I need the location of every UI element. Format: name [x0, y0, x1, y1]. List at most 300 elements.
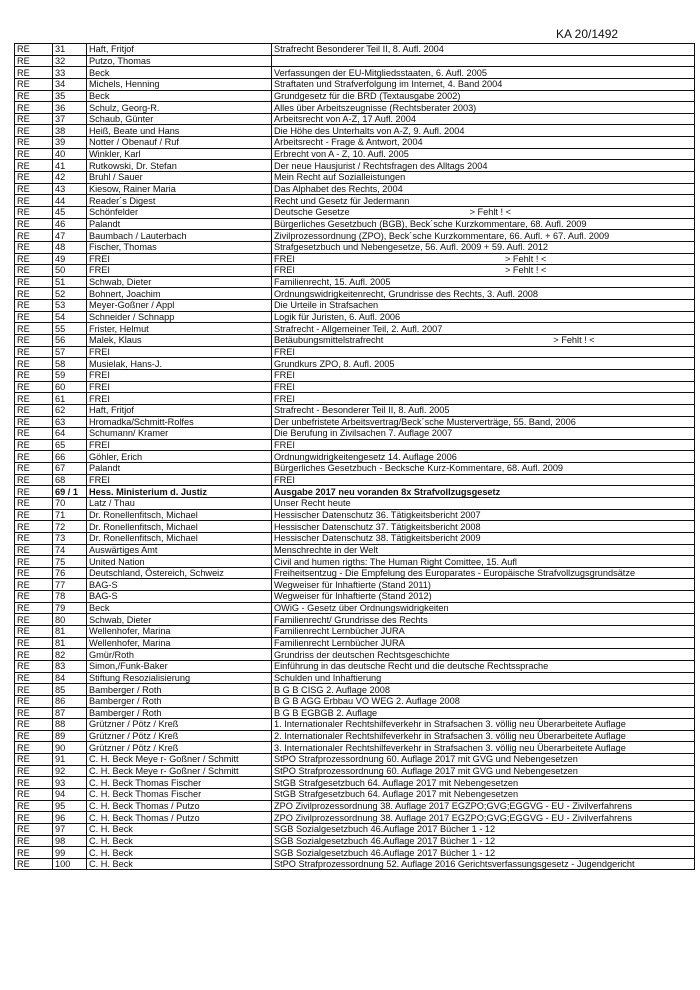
- shelf-code-cell: [15, 230, 53, 242]
- item-number-text: 39: [55, 137, 66, 148]
- item-number-text: 48: [55, 242, 66, 253]
- title-cell: [272, 544, 695, 556]
- title-text: 2. Internationaler Rechtshilfeverkehr in Strafsachen 3. völlig neu Überarbeitete Auflage: [274, 731, 626, 742]
- table-row: [15, 78, 695, 90]
- item-number-text: 31: [55, 44, 66, 55]
- item-number-cell: [53, 160, 87, 172]
- item-number-cell: [53, 754, 87, 766]
- item-number-cell: [53, 381, 87, 393]
- item-number-cell: [53, 393, 87, 405]
- author-cell: [87, 858, 272, 870]
- author-cell: [87, 44, 272, 56]
- title-text: Straftaten und Strafverfolgung im Internet, 4. Band 2004: [274, 79, 503, 90]
- title-cell: [272, 55, 695, 67]
- author-text: Palandt: [89, 218, 121, 229]
- item-number-text: 37: [55, 114, 66, 125]
- table-row: [15, 102, 695, 114]
- item-number-cell: [53, 90, 87, 102]
- title-text: Recht und Gesetz für Jedermann: [274, 195, 410, 206]
- shelf-code-cell: [15, 463, 53, 475]
- title-text: 3. Internationaler Rechtshilfeverkehr in Strafsachen 3. völlig neu Überarbeitete Auflage: [274, 742, 626, 753]
- title-text: Der neue Hausjurist / Rechtsfragen des Alltags 2004: [274, 160, 488, 171]
- table-row: [15, 416, 695, 428]
- shelf-code-cell: [15, 346, 53, 358]
- title-text: Deutsche Gesetze: [274, 207, 350, 218]
- item-number-text: 81: [55, 637, 66, 648]
- author-text: Bamberger / Roth: [89, 696, 162, 707]
- item-number-cell: [53, 125, 87, 137]
- author-text: C. H. Beck: [89, 847, 133, 858]
- title-cell: [272, 148, 695, 160]
- table-row: [15, 113, 695, 125]
- table-row: [15, 532, 695, 544]
- title-cell: [272, 172, 695, 184]
- author-text: Gmür/Roth: [89, 649, 134, 660]
- shelf-code-cell: [15, 509, 53, 521]
- shelf-code-cell: [15, 777, 53, 789]
- item-number-cell: [53, 858, 87, 870]
- item-number-text: 88: [55, 719, 66, 730]
- item-number-cell: [53, 509, 87, 521]
- shelf-code-text: RE: [17, 661, 30, 672]
- table-row: [15, 67, 695, 79]
- table-row: [15, 777, 695, 789]
- table-row: [15, 311, 695, 323]
- title-cell: [272, 113, 695, 125]
- author-text: C. H. Beck Thomas / Putzo: [89, 800, 200, 811]
- shelf-code-text: RE: [17, 824, 30, 835]
- author-cell: [87, 288, 272, 300]
- author-text: Göhler, Erich: [89, 451, 143, 462]
- title-cell: [272, 649, 695, 661]
- table-row: [15, 404, 695, 416]
- shelf-code-text: RE: [17, 277, 30, 288]
- author-text: C. H. Beck Thomas Fischer: [89, 777, 202, 788]
- author-text: Dr. Ronellenfitsch, Michael: [89, 509, 198, 520]
- item-number-cell: [53, 335, 87, 347]
- table-row: [15, 346, 695, 358]
- title-text: SGB Sozialgesetzbuch 46.Auflage 2017 Bücher 1 - 12: [274, 847, 496, 858]
- shelf-code-text: RE: [17, 568, 30, 579]
- item-number-text: 45: [55, 207, 66, 218]
- shelf-code-cell: [15, 323, 53, 335]
- table-row: [15, 567, 695, 579]
- item-number-cell: [53, 707, 87, 719]
- item-number-cell: [53, 765, 87, 777]
- author-text: Hess. Ministerium d. Justiz: [89, 486, 207, 497]
- item-number-cell: [53, 649, 87, 661]
- shelf-code-text: RE: [17, 102, 30, 113]
- table-row: [15, 451, 695, 463]
- title-cell: [272, 125, 695, 137]
- shelf-code-cell: [15, 113, 53, 125]
- shelf-code-cell: [15, 789, 53, 801]
- shelf-code-text: RE: [17, 509, 30, 520]
- shelf-code-text: RE: [17, 591, 30, 602]
- item-number-cell: [53, 789, 87, 801]
- item-number-cell: [53, 474, 87, 486]
- item-number-text: 71: [55, 509, 66, 520]
- shelf-code-cell: [15, 369, 53, 381]
- item-number-text: 68: [55, 475, 66, 486]
- item-number-cell: [53, 428, 87, 440]
- item-number-cell: [53, 567, 87, 579]
- title-cell: [272, 823, 695, 835]
- shelf-code-text: RE: [17, 265, 30, 276]
- author-cell: [87, 404, 272, 416]
- table-row: [15, 847, 695, 859]
- author-text: C. H. Beck: [89, 859, 133, 870]
- title-text: StPO Strafprozessordnung 60. Auflage 2017 mit GVG und Nebengesetzen: [274, 766, 578, 777]
- title-cell: [272, 684, 695, 696]
- author-text: C. H. Beck Meye r- Goßner / Schmitt: [89, 766, 239, 777]
- item-number-text: 59: [55, 370, 66, 381]
- author-text: Schneider / Schnapp: [89, 312, 175, 323]
- title-cell: [272, 78, 695, 90]
- shelf-code-text: RE: [17, 696, 30, 707]
- item-number-text: 75: [55, 556, 66, 567]
- title-cell: [272, 206, 695, 218]
- item-number-text: 50: [55, 265, 66, 276]
- shelf-code-text: RE: [17, 416, 30, 427]
- title-cell: [272, 521, 695, 533]
- table-row: [15, 439, 695, 451]
- author-cell: [87, 719, 272, 731]
- item-number-cell: [53, 695, 87, 707]
- author-cell: [87, 265, 272, 277]
- table-row: [15, 556, 695, 568]
- item-number-text: 47: [55, 230, 66, 241]
- item-number-cell: [53, 183, 87, 195]
- inventory-table-body: [15, 44, 695, 870]
- title-text: Logik für Juristen, 6. Aufl. 2006: [274, 312, 401, 323]
- shelf-code-cell: [15, 404, 53, 416]
- shelf-code-cell: [15, 195, 53, 207]
- author-text: Bamberger / Roth: [89, 684, 162, 695]
- title-text: Unser Recht heute: [274, 498, 351, 509]
- title-cell: [272, 707, 695, 719]
- table-row: [15, 253, 695, 265]
- author-text: Schulz, Georg-R.: [89, 102, 160, 113]
- author-text: Grützner / Pötz / Kreß: [89, 719, 179, 730]
- title-text: Grundkurs ZPO, 8. Aufl. 2005: [274, 358, 395, 369]
- table-row: [15, 544, 695, 556]
- shelf-code-cell: [15, 206, 53, 218]
- title-text: OWiG - Gesetz über Ordnungswidrigkeiten: [274, 603, 449, 614]
- title-text: Hessischer Datenschutz 37. Tätigkeitsbericht 2008: [274, 521, 481, 532]
- item-number-cell: [53, 67, 87, 79]
- shelf-code-cell: [15, 265, 53, 277]
- item-number-cell: [53, 463, 87, 475]
- title-cell: [272, 800, 695, 812]
- title-text: SGB Sozialgesetzbuch 46.Auflage 2017 Bücher 1 - 12: [274, 835, 496, 846]
- author-cell: [87, 637, 272, 649]
- shelf-code-cell: [15, 393, 53, 405]
- item-number-text: 43: [55, 184, 66, 194]
- author-text: C. H. Beck: [89, 835, 133, 846]
- shelf-code-cell: [15, 474, 53, 486]
- item-number-text: 51: [55, 277, 66, 288]
- author-text: FREI: [89, 346, 110, 357]
- table-row: [15, 474, 695, 486]
- author-cell: [87, 672, 272, 684]
- item-number-cell: [53, 684, 87, 696]
- title-text: Ordnungswidrigkeitenrecht, Grundrisse des Rechts, 3. Aufl. 2008: [274, 288, 539, 299]
- item-number-cell: [53, 404, 87, 416]
- item-number-text: 35: [55, 90, 66, 101]
- title-text: StGB Strafgesetzbuch 64. Auflage 2017 mit Nebengesetzen: [274, 789, 519, 800]
- shelf-code-text: RE: [17, 859, 30, 870]
- item-number-text: 90: [55, 742, 66, 753]
- table-row: [15, 591, 695, 603]
- title-text: Die Berufung in Zivilsachen 7. Auflage 2007: [274, 428, 453, 439]
- item-number-cell: [53, 486, 87, 498]
- item-number-text: 40: [55, 149, 66, 160]
- author-text: Putzo, Thomas: [89, 55, 151, 66]
- item-number-text: 74: [55, 544, 66, 555]
- title-cell: [272, 847, 695, 859]
- shelf-code-text: RE: [17, 766, 30, 777]
- item-number-cell: [53, 288, 87, 300]
- shelf-code-cell: [15, 754, 53, 766]
- shelf-code-cell: [15, 847, 53, 859]
- item-number-text: 70: [55, 498, 66, 509]
- author-cell: [87, 765, 272, 777]
- author-cell: [87, 90, 272, 102]
- shelf-code-cell: [15, 800, 53, 812]
- author-cell: [87, 800, 272, 812]
- shelf-code-cell: [15, 451, 53, 463]
- shelf-code-text: RE: [17, 626, 30, 637]
- item-number-cell: [53, 626, 87, 638]
- author-cell: [87, 532, 272, 544]
- item-number-cell: [53, 614, 87, 626]
- title-cell: [272, 497, 695, 509]
- title-text: Die Höhe des Unterhalts von A-Z, 9. Aufl. 2004: [274, 125, 465, 136]
- table-row: [15, 44, 695, 56]
- author-text: Rutkowski, Dr. Stefan: [89, 160, 177, 171]
- author-cell: [87, 206, 272, 218]
- title-cell: [272, 253, 695, 265]
- author-text: FREI: [89, 475, 110, 486]
- shelf-code-cell: [15, 439, 53, 451]
- author-cell: [87, 486, 272, 498]
- author-text: FREI: [89, 253, 110, 264]
- author-text: United Nation: [89, 556, 145, 567]
- title-text: Civil and humen rigths: The Human Right Comittee, 15. Aufl: [274, 556, 517, 567]
- table-row: [15, 218, 695, 230]
- item-number-text: 100: [55, 859, 71, 870]
- shelf-code-text: RE: [17, 288, 30, 299]
- title-text: FREI: [274, 440, 295, 451]
- title-cell: [272, 765, 695, 777]
- item-number-text: 38: [55, 125, 66, 136]
- shelf-code-text: RE: [17, 253, 30, 264]
- shelf-code-cell: [15, 160, 53, 172]
- author-text: Heiß, Beate und Hans: [89, 125, 180, 136]
- title-cell: [272, 777, 695, 789]
- author-cell: [87, 579, 272, 591]
- shelf-code-text: RE: [17, 44, 30, 55]
- item-number-cell: [53, 544, 87, 556]
- missing-note: > Fehlt ! <: [504, 265, 547, 276]
- item-number-text: 53: [55, 300, 66, 311]
- shelf-code-cell: [15, 812, 53, 824]
- item-number-cell: [53, 276, 87, 288]
- shelf-code-cell: [15, 381, 53, 393]
- shelf-code-cell: [15, 556, 53, 568]
- title-cell: [272, 323, 695, 335]
- author-cell: [87, 823, 272, 835]
- shelf-code-cell: [15, 241, 53, 253]
- item-number-cell: [53, 602, 87, 614]
- author-text: Reader´s Digest: [89, 195, 156, 206]
- title-text: Zivilprozessordnung (ZPO), Beck´sche Kurzkommentare, 66. Aufl. + 67. Aufl. 2009: [274, 230, 610, 241]
- table-row: [15, 649, 695, 661]
- title-text: FREI: [274, 265, 295, 276]
- author-cell: [87, 148, 272, 160]
- shelf-code-text: RE: [17, 381, 30, 392]
- table-row: [15, 672, 695, 684]
- table-row: [15, 742, 695, 754]
- shelf-code-text: RE: [17, 556, 30, 567]
- author-cell: [87, 428, 272, 440]
- shelf-code-cell: [15, 765, 53, 777]
- item-number-cell: [53, 358, 87, 370]
- item-number-text: 42: [55, 172, 66, 183]
- author-text: Schwab, Dieter: [89, 614, 152, 625]
- title-cell: [272, 509, 695, 521]
- item-number-text: 61: [55, 393, 66, 404]
- title-cell: [272, 44, 695, 56]
- author-text: Beck: [89, 603, 110, 614]
- item-number-cell: [53, 265, 87, 277]
- title-text: FREI: [274, 381, 295, 392]
- item-number-text: 77: [55, 579, 66, 590]
- author-cell: [87, 602, 272, 614]
- title-text: Ausgabe 2017 neu voranden 8x Strafvollzugsgesetz: [274, 486, 501, 497]
- shelf-code-text: RE: [17, 812, 30, 823]
- table-row: [15, 323, 695, 335]
- title-text: Hessischer Datenschutz 36. Tätigkeitsbericht 2007: [274, 509, 481, 520]
- shelf-code-cell: [15, 567, 53, 579]
- author-text: Meyer-Goßner / Appl: [89, 300, 175, 311]
- shelf-code-text: RE: [17, 370, 30, 381]
- title-text: Wegweiser für Inhaftierte (Stand 2011): [274, 579, 431, 590]
- shelf-code-cell: [15, 428, 53, 440]
- item-number-text: 98: [55, 835, 66, 846]
- title-cell: [272, 218, 695, 230]
- shelf-code-text: RE: [17, 742, 30, 753]
- author-cell: [87, 777, 272, 789]
- shelf-code-text: RE: [17, 90, 30, 101]
- item-number-text: 36: [55, 102, 66, 113]
- author-text: Bruhl / Sauer: [89, 172, 143, 183]
- shelf-code-cell: [15, 695, 53, 707]
- item-number-text: 32: [55, 55, 66, 66]
- author-text: Fischer, Thomas: [89, 242, 157, 253]
- item-number-cell: [53, 416, 87, 428]
- shelf-code-text: RE: [17, 754, 30, 765]
- author-text: Grützner / Pötz / Kreß: [89, 731, 179, 742]
- item-number-text: 85: [55, 684, 66, 695]
- author-cell: [87, 137, 272, 149]
- author-cell: [87, 381, 272, 393]
- author-cell: [87, 509, 272, 521]
- item-number-text: 93: [55, 777, 66, 788]
- author-cell: [87, 230, 272, 242]
- item-number-cell: [53, 346, 87, 358]
- shelf-code-text: RE: [17, 463, 30, 474]
- title-cell: [272, 695, 695, 707]
- item-number-cell: [53, 719, 87, 731]
- table-row: [15, 579, 695, 591]
- table-row: [15, 55, 695, 67]
- shelf-code-cell: [15, 172, 53, 184]
- title-text: Freiheitsentzug - Die Empfelung des Europarates - Europäische Strafvollzugsgrundsätze: [274, 568, 636, 579]
- shelf-code-cell: [15, 497, 53, 509]
- table-row: [15, 148, 695, 160]
- item-number-cell: [53, 206, 87, 218]
- table-row: [15, 497, 695, 509]
- author-cell: [87, 55, 272, 67]
- author-text: C. H. Beck Thomas Fischer: [89, 789, 202, 800]
- item-number-text: 97: [55, 824, 66, 835]
- shelf-code-text: RE: [17, 114, 30, 125]
- item-number-text: 55: [55, 323, 66, 334]
- table-row: [15, 463, 695, 475]
- author-text: Wellenhofer, Marina: [89, 626, 171, 637]
- title-text: Arbeitsrecht - Frage & Antwort, 2004: [274, 137, 423, 148]
- table-row: [15, 823, 695, 835]
- author-text: FREI: [89, 265, 110, 276]
- title-cell: [272, 602, 695, 614]
- shelf-code-cell: [15, 90, 53, 102]
- author-text: Musielak, Hans-J.: [89, 358, 163, 369]
- author-cell: [87, 556, 272, 568]
- author-text: C. H. Beck Meye r- Goßner / Schmitt: [89, 754, 239, 765]
- title-text: Hessischer Datenschutz 38. Tätigkeitsbericht 2009: [274, 533, 481, 544]
- author-cell: [87, 393, 272, 405]
- shelf-code-text: RE: [17, 137, 30, 148]
- title-cell: [272, 381, 695, 393]
- item-number-text: 83: [55, 661, 66, 672]
- author-text: BAG-S: [89, 591, 118, 602]
- item-number-text: 63: [55, 416, 66, 427]
- title-cell: [272, 730, 695, 742]
- title-text: FREI: [274, 393, 295, 404]
- item-number-text: 54: [55, 312, 66, 323]
- shelf-code-cell: [15, 614, 53, 626]
- title-text: Strafrecht - Besonderer Teil II, 8. Aufl. 2005: [274, 405, 450, 416]
- author-text: Dr. Ronellenfitsch, Michael: [89, 521, 198, 532]
- title-text: FREI: [274, 370, 295, 381]
- author-text: Malek, Klaus: [89, 335, 142, 346]
- item-number-cell: [53, 78, 87, 90]
- author-cell: [87, 416, 272, 428]
- author-cell: [87, 113, 272, 125]
- shelf-code-cell: [15, 311, 53, 323]
- author-text: Simon,/Funk-Baker: [89, 661, 168, 672]
- author-cell: [87, 172, 272, 184]
- shelf-code-cell: [15, 579, 53, 591]
- shelf-code-text: RE: [17, 79, 30, 90]
- item-number-text: 34: [55, 79, 66, 90]
- table-row: [15, 719, 695, 731]
- table-row: [15, 660, 695, 672]
- item-number-text: 80: [55, 614, 66, 625]
- table-row: [15, 509, 695, 521]
